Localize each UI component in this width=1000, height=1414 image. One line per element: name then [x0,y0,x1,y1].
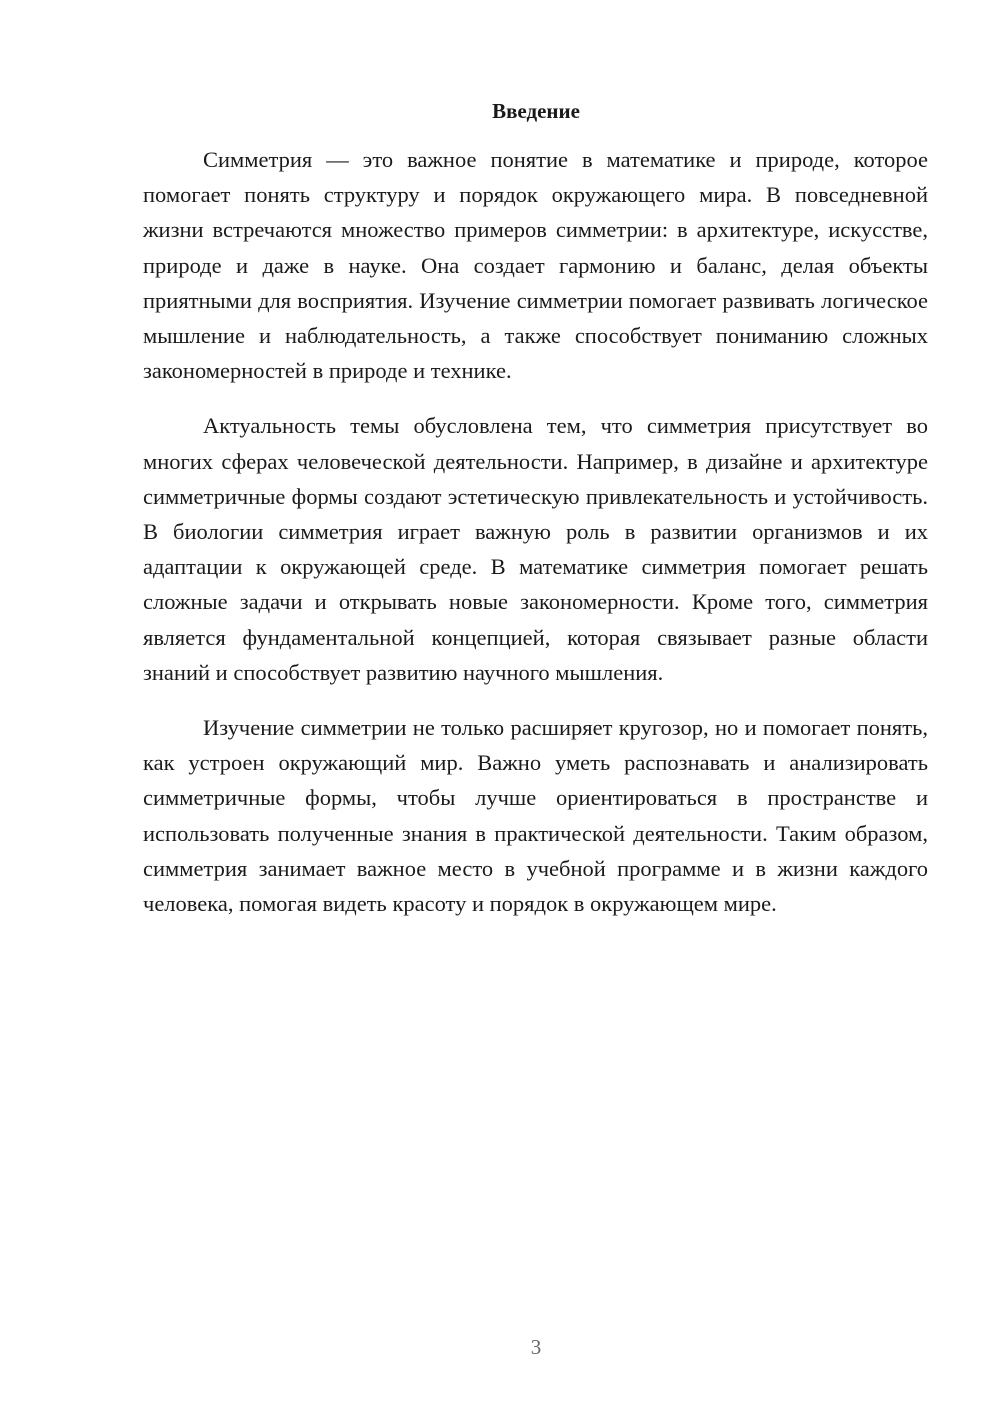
paragraph-1: Симметрия — это важное понятие в математике и природе, которое помогает понять структуру и порядок окружающего мира. В повседневной жизни встречаются множество примеров симметрии: в архитектуре, искусстве, природе и даже в науке. Она создает гармонию и баланс, делая объекты приятными для восприятия. Изучение симметрии помогает развивать логическое мышление и наблюдательность, а также способствует пониманию сложных закономерностей в природе и технике. [143,147,928,384]
section-title: Введение [492,99,580,123]
document-body [143,142,928,941]
page-number: 3 [530,1335,542,1359]
paragraph-2: Актуальность темы обусловлена тем, что симметрия присутствует во многих сферах человеческой деятельности. Например, в дизайне и архитектуре симметричные формы создают эстетическую привлекательность и устойчивость. В биологии симметрия играет важную роль в развитии организмов и их адаптации к окружающей среде. В математике симметрия помогает решать сложные задачи и открывать новые закономерности. Кроме того, симметрия является фундаментальной концепцией, которая связывает разные области знаний и способствует развитию научного мышления. [143,413,928,685]
paragraph-3: Изучение симметрии не только расширяет кругозор, но и помогает понять, как устроен окружающий мир. Важно уметь распознавать и анализировать симметричные формы, чтобы лучше ориентироваться в пространстве и использовать полученные знания в практической деятельности. Таким образом, симметрия занимает важное место в учебной программе и в жизни каждого человека, помогая видеть красоту и порядок в окружающем мире. [143,715,928,917]
